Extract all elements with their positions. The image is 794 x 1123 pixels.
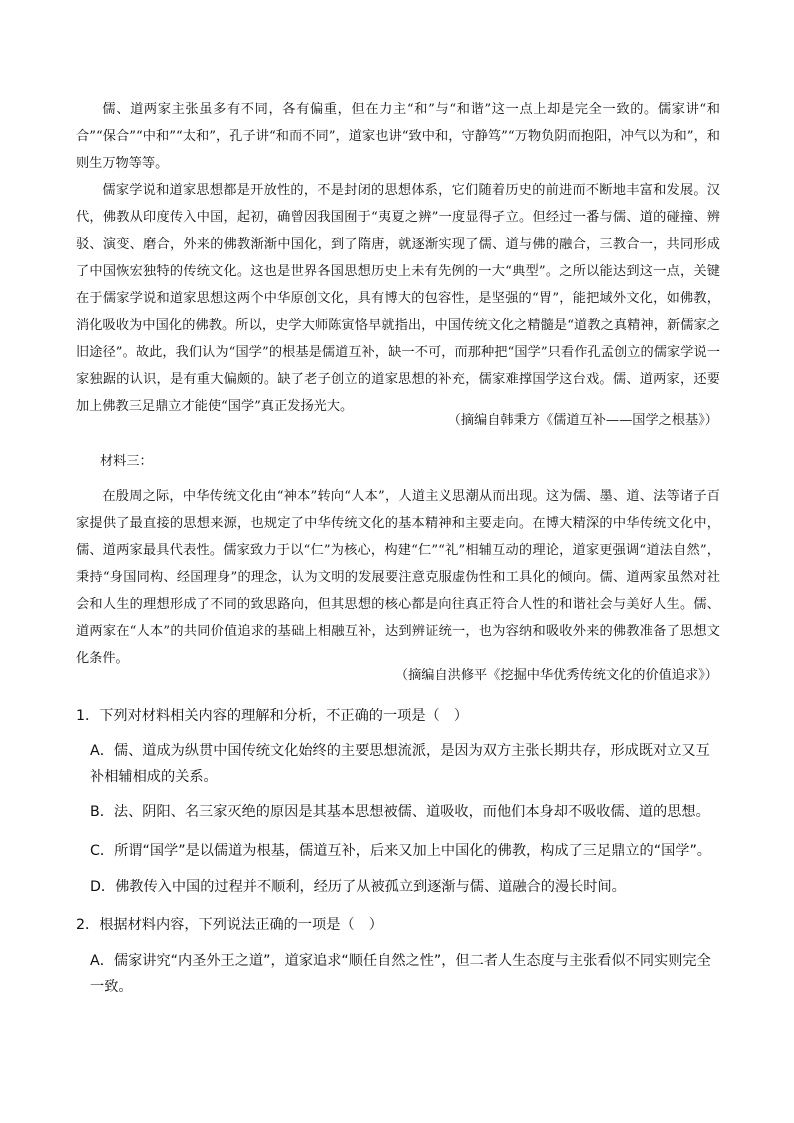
question-2-option-a[interactable]: A．儒家讲究“内圣外王之道”，道家追求“顺任自然之性”，但二者人生态度与主张看似不同实则完全一致。 — [90, 953, 711, 995]
question-1-option-d[interactable]: D．佛教传入中国的过程并不顺利，经历了从被孤立到逐渐与儒、道融合的漫长时间。 — [90, 879, 626, 895]
material3-label: 材料三： — [100, 454, 153, 469]
question-2-stem: 2．根据材料内容，下列说法正确的一项是（ ） — [76, 917, 383, 933]
material3-paragraph: 在殷周之际，中华传统文化由“神本”转向“人本”，人道主义思潮从而出现。这为儒、墨、道、法等诸子百家提供了最直接的思想来源，也规定了中华传统文化的基本精神和主要走向。在博大精深的中华传统文化中，儒、道两家最具代表性。儒家致力于以“仁”为核心，构建“仁”“礼”相辅互动的理论，道家更强调“道法自然”，秉持“身国同构、经国理身”的理念，认为文明的发展要注意克服虚伪性和工具化的倾向。儒、道两家虽然对社会和人生的理想形成了不同的致思路向，但其思想的核心都是向往真正符合人性的和谐社会与美好人生。儒、道两家在“人本”的共同价值追求的基础上相融互补，达到辨证统一，也为容纳和吸收外来的佛教准备了思想文化条件。 — [76, 489, 720, 666]
material2-source: （摘编自韩秉方《儒道互补——国学之根基》） — [447, 413, 718, 428]
question-1-option-a[interactable]: A．儒、道成为纵贯中国传统文化始终的主要思想流派，是因为双方主张长期共存，形成既对立又互补相辅相成的关系。 — [90, 743, 710, 785]
material2-paragraph-2: 儒家学说和道家思想都是开放性的，不是封闭的思想体系，它们随着历史的前进而不断地丰富和发展。汉代，佛教从印度传入中国，起初，确曾因我国囿于“夷夏之辨”一度显得孑立。但经过一番与儒、道的碰撞、辨驳、演变、磨合，外来的佛教渐渐中国化，到了隋唐，就逐渐实现了儒、道与佛的融合，三教合一，共同形成了中国恢宏独特的传统文化。这也是世界各国思想历史上未有先例的一大“典型”。之所以能达到这一点，关键在于儒家学说和道家思想这两个中华原创文化，具有博大的包容性，是坚强的“胃”，能把域外文化，如佛教，消化吸收为中国化的佛教。所以，史学大师陈寅恪早就指出，中国传统文化之精髓是“道教之真精神，新儒家之旧途径”。故此，我们认为“国学”的根基是儒道互补，缺一不可，而那种把“国学”只看作孔孟创立的儒家学说一家独踞的认识，是有重大偏颇的。缺了老子创立的道家思想的补充，儒家难撑国学这台戏。儒、道两家，还要加上佛教三足鼎立才能使“国学”真正发扬光大。 — [76, 183, 720, 414]
question-1-option-b[interactable]: B．法、阴阳、名三家灭绝的原因是其基本思想被儒、道吸收，而他们本身却不吸收儒、道的思想。 — [90, 804, 710, 820]
question-1-option-c[interactable]: C．所谓“国学”是以儒道为根基，儒道互补，后来又加上中国化的佛教，构成了三足鼎立的“国学”。 — [90, 843, 711, 859]
question-1-stem: 1．下列对材料相关内容的理解和分析，不正确的一项是（ ） — [76, 708, 469, 724]
material2-paragraph-1: 儒、道两家主张虽多有不同，各有偏重，但在力主“和”与“和谐”这一点上却是完全一致的。儒家讲“和合”“保合”“中和”“太和”，孔子讲“和而不同”，道家也讲“致中和，守静笃”“万物负阴而抱阳，冲气以为和”，和则生万物等等。 — [76, 102, 720, 171]
material3-source: （摘编自洪修平《挖掘中华优秀传统文化的价值追求》） — [394, 668, 718, 683]
